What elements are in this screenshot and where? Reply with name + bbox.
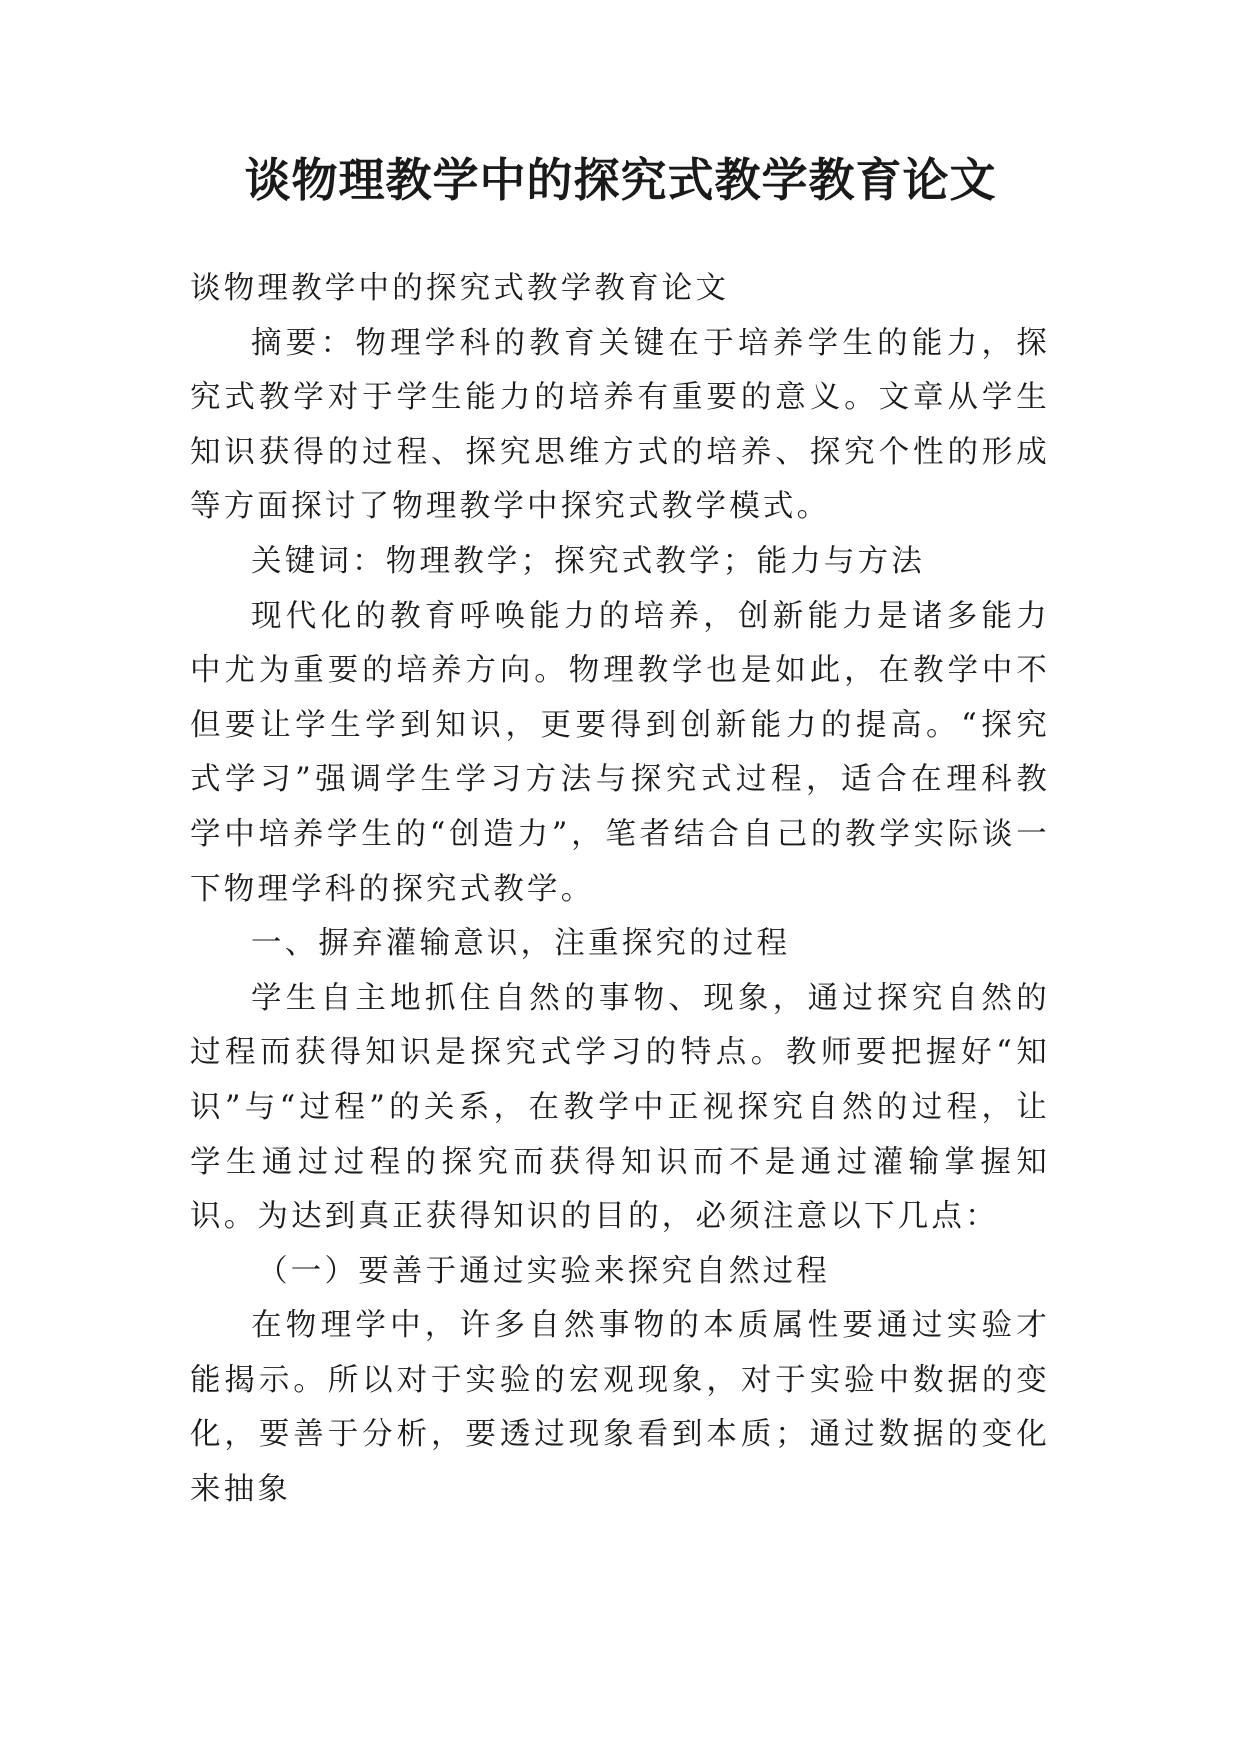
paragraph-intro: 现代化的教育呼唤能力的培养，创新能力是诸多能力中尤为重要的培养方向。物理教学也是如此，在教学中不但要让学生学到知识，更要得到创新能力的提高。“探究式学习”强调学生学习方法与探究式过程，适合在理科教学中培养学生的“创造力”，笔者结合自己的教学实际谈一下物理学科的探究式教学。 — [190, 598, 1050, 907]
document-title: 谈物理教学中的探究式教学教育论文 — [244, 153, 997, 207]
paragraph-abstract: 摘要：物理学科的教育关键在于培养学生的能力，探究式教学对于学生能力的培养有重要的意义。文章从学生知识获得的过程、探究思维方式的培养、探究个性的形成等方面探讨了物理教学中探究式教学模式。 — [190, 325, 1050, 525]
paragraph-keywords: 关键词：物理教学；探究式教学；能力与方法 — [251, 543, 925, 579]
section-heading-1: 一、摒弃灌输意识，注重探究的过程 — [251, 926, 791, 962]
subsection-heading-1: （一）要善于通过实验来探究自然过程 — [257, 1253, 830, 1289]
paragraph-section-1: 学生自主地抓住自然的事物、现象，通过探究自然的过程而获得知识是探究式学习的特点。教师要把握好“知识”与“过程”的关系，在教学中正视探究自然的过程，让学生通过过程的探究而获得知识而不是通过灌输掌握知识。为达到真正获得知识的目的，必须注意以下几点： — [190, 980, 1050, 1235]
document-body — [190, 262, 1050, 1518]
paragraph-subsection-1: 在物理学中，许多自然事物的本质属性要通过实验才能揭示。所以对于实验的宏观现象，对于实验中数据的变化，要善于分析，要透过现象看到本质；通过数据的变化来抽象 — [190, 1308, 1050, 1508]
paragraph-title-repeat: 谈物理教学中的探究式教学教育论文 — [190, 271, 730, 306]
